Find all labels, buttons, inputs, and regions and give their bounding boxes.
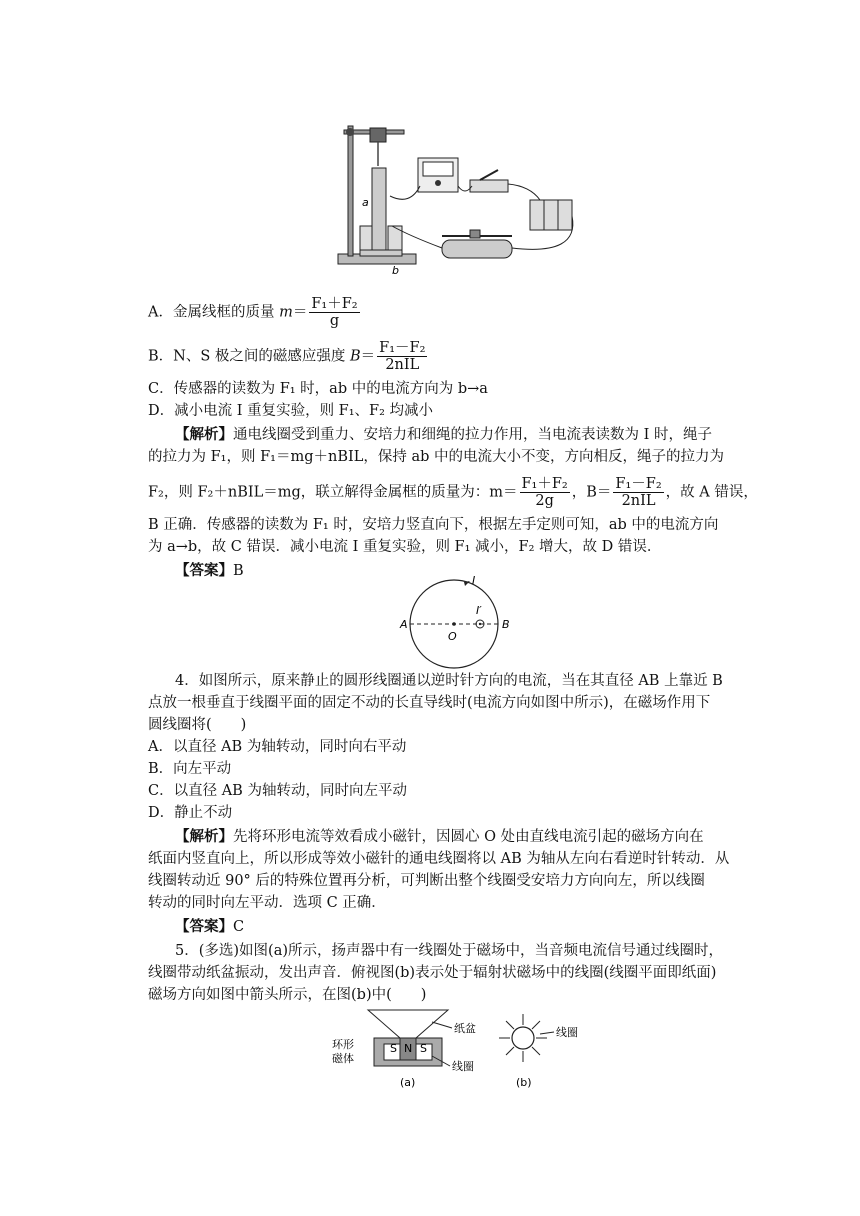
label-S-right: S xyxy=(420,1042,427,1055)
q4-option-c: C．以直径 AB 为轴转动，同时向左平动 xyxy=(148,783,407,799)
fraction: $\frac{\text{F₁－F₂}}{\text{2nIL}}$ xyxy=(615,476,662,509)
q3-option-b: B．N、S 极之间的磁感应强度 B＝ $\frac{\text{F₁－F₂}}{\text{2nIL}}$ xyxy=(148,340,426,373)
label-B: B xyxy=(502,618,510,631)
q4-analysis-line-2: 纸面内竖直向上，所以形成等效小磁针的通电线圈将以 AB 为轴从左向右看逆时针转动．从 xyxy=(148,851,730,867)
q4-option-a: A．以直径 AB 为轴转动，同时向右平动 xyxy=(148,739,407,755)
label-N: N xyxy=(404,1042,413,1055)
q5-stem-line-3: 磁场方向如图中箭头所示，在图(b)中( ) xyxy=(148,987,427,1003)
q5-stem-line-1: 5．(多选)如图(a)所示，扬声器中有一线圈处于磁场中，当音频电流信号通过线圈时， xyxy=(175,943,723,959)
label-magnet-line-2: 磁体 xyxy=(332,1052,354,1065)
q4-analysis-line-3: 线圈转动近 90° 后的特殊位置再分析，可判断出整个线圈受安培力方向向左，所以线圈 xyxy=(148,873,705,889)
apparatus-figure xyxy=(330,106,580,276)
label-S-left: S xyxy=(390,1042,397,1055)
q4-stem-line-3: 圆线圈将( ) xyxy=(148,717,247,733)
q3-analysis-line-4: B 正确．传感器的读数为 F₁ 时，安培力竖直向下，根据左手定则可知，ab 中的电流方向 xyxy=(148,517,719,533)
label-A: A xyxy=(400,618,408,631)
q4-option-b: B．向左平动 xyxy=(148,761,232,777)
label-I-prime: I′ xyxy=(476,604,482,617)
label-coil-a: 线圈 xyxy=(452,1060,474,1073)
q4-analysis-line-1: 【解析】先将环形电流等效看成小磁针，因圆心 O 处由直线电流引起的磁场方向在 xyxy=(175,828,704,845)
q3-answer: 【答案】B xyxy=(175,562,244,579)
coil-circle-figure xyxy=(398,572,516,672)
q4-option-d: D．静止不动 xyxy=(148,805,233,821)
label-b: b xyxy=(392,264,399,276)
q3-option-c: C．传感器的读数为 F₁ 时，ab 中的电流方向为 b→a xyxy=(148,381,488,397)
caption-a: (a) xyxy=(400,1076,416,1089)
q5-stem-line-2: 线圈带动纸盆振动，发出声音．俯视图(b)表示处于辐射状磁场中的线圈(线圈平面即纸面) xyxy=(148,965,717,981)
q3-analysis-line-3: F₂，则 F₂＋nBIL＝mg，联立解得金属框的质量为：m＝ $\frac{\text{F₁＋F₂}}{2g}$ ，B＝ $\frac{\text{F₁－F₂}}{\text{2nIL}}$ ，故 A 错误， xyxy=(148,476,758,509)
label-coil-b: 线圈 xyxy=(556,1026,578,1039)
label-a: a xyxy=(362,196,369,209)
label-magnet-line-1: 环形 xyxy=(332,1038,354,1051)
q3-analysis-line-1: 【解析】通电线圈受到重力、安培力和细绳的拉力作用，当电流表读数为 I 时，绳子 xyxy=(175,426,712,443)
label-I: I xyxy=(472,574,476,587)
q4-analysis-line-4: 转动的同时向左平动．选项 C 正确． xyxy=(148,895,386,911)
q4-stem-line-2: 点放一根垂直于线圈平面的固定不动的长直导线时(电流方向如图中所示)，在磁场作用下 xyxy=(148,695,711,711)
fraction: $\frac{\text{F₁＋F₂}}{g}$ xyxy=(311,296,358,329)
q4-answer: 【答案】C xyxy=(175,918,245,935)
q3-analysis-line-5: 为 a→b，故 C 错误．减小电流 I 重复实验，则 F₁ 减小，F₂ 增大，故 D 错误． xyxy=(148,539,662,555)
fraction: $\frac{\text{F₁＋F₂}}{2g}$ xyxy=(521,476,568,509)
q4-stem-line-1: 4．如图所示，原来静止的圆形线圈通以逆时针方向的电流，当在其直径 AB 上靠近 B xyxy=(175,673,723,689)
q3-analysis-line-2: 的拉力为 F₁，则 F₁＝mg＋nBIL，保持 ab 中的电流大小不变，方向相反，绳子的拉力为 xyxy=(148,449,724,465)
caption-b: (b) xyxy=(516,1076,532,1089)
q3-option-a: A．金属线框的质量 m＝ $\frac{\text{F₁＋F₂}}{g}$ xyxy=(148,296,358,329)
speaker-figure xyxy=(328,1008,588,1090)
label-O: O xyxy=(448,630,457,643)
fraction: $\frac{\text{F₁－F₂}}{\text{2nIL}}$ xyxy=(379,340,426,373)
q3-option-d: D．减小电流 I 重复实验，则 F₁、F₂ 均减小 xyxy=(148,403,434,419)
label-cone: 纸盆 xyxy=(454,1022,476,1035)
